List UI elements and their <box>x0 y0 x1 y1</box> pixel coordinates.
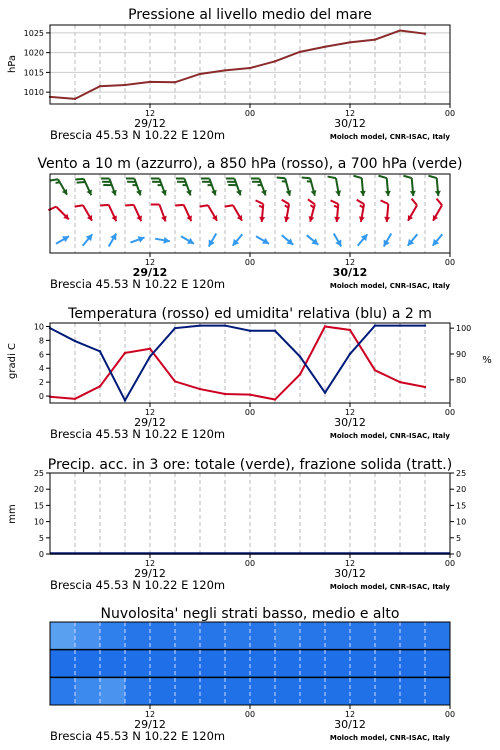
wind-barb-feather <box>403 176 411 178</box>
wind-barb-feather <box>437 199 442 206</box>
precip-y-tick-label-left: 25 <box>33 469 44 478</box>
cloud-x-tick-label: 12 <box>344 710 356 719</box>
temperature-y-tick-label: 10 <box>33 322 44 332</box>
cloud-cell-medio <box>375 650 401 678</box>
wind-barb-10m <box>209 234 217 247</box>
wind-panel <box>37 156 462 291</box>
humidity-point <box>74 340 76 342</box>
wind-barb-10m <box>155 237 170 244</box>
humidity-point <box>299 355 301 357</box>
wind-barb-850hpa <box>151 204 167 221</box>
cloud-cell-basso <box>200 677 226 705</box>
wind-barb-700hpa <box>302 177 317 195</box>
temperature-y-tick-label: 2 <box>38 378 44 388</box>
cloud-date-label: 29/12 <box>134 718 166 731</box>
pressure-point <box>174 81 176 83</box>
wind-title: Vento a 10 m (azzurro), a 850 hPa (rosso), a 700 hPa (verde) <box>37 156 463 172</box>
wind-barb-10m <box>384 234 392 247</box>
cloud-cell-alto <box>300 622 326 650</box>
temperature-point <box>174 380 176 382</box>
cloud-cell-medio <box>275 650 301 678</box>
pressure-x-tick-label: 12 <box>344 109 356 118</box>
wind-barb-feather <box>328 177 336 179</box>
wind-barb-10m <box>109 234 117 247</box>
wind-barb-850hpa <box>200 205 218 221</box>
wind-date-label: 30/12 <box>332 266 368 279</box>
wind-barb-10m <box>233 234 243 245</box>
wind-x-tick-label: 12 <box>344 258 356 267</box>
cloud-cell-medio <box>175 650 201 678</box>
wind-barb-700hpa <box>353 176 365 196</box>
wind-barb-feather <box>357 200 364 204</box>
wind-barb-head <box>360 191 366 196</box>
wind-barb-10m <box>307 235 318 245</box>
precip-y-tick-label-right: 0 <box>456 550 462 559</box>
precip-y-tick-label-left: 20 <box>33 485 44 495</box>
cloud-cell-basso <box>375 677 401 705</box>
cloud-cell-alto <box>175 622 201 650</box>
wind-barb-700hpa <box>101 178 117 195</box>
temperature-y-tick-label: 0 <box>38 392 44 402</box>
temperature-point <box>249 393 251 395</box>
wind-barb-head <box>410 191 416 196</box>
wind-barb-10m <box>181 236 194 244</box>
wind-barb-feather <box>100 205 109 206</box>
cloud-cell-medio <box>50 650 76 678</box>
pressure-point <box>249 67 251 69</box>
wind-barb-half-feather <box>310 205 313 207</box>
wind-barb-850hpa <box>408 199 417 221</box>
temperature-point <box>124 352 126 354</box>
pressure-y-tick-label: 1020 <box>23 48 44 58</box>
precip-y-tick-label-left: 10 <box>33 517 44 527</box>
wind-barb-feather <box>282 200 289 204</box>
wind-barb-feather <box>75 179 84 180</box>
temperature-date-label: 29/12 <box>134 416 166 429</box>
wind-barb-700hpa <box>176 178 192 195</box>
humidity-point <box>349 353 351 355</box>
precip-y-tick-label-right: 10 <box>456 517 467 527</box>
cloud-cell-medio <box>75 650 101 678</box>
wind-barb-850hpa <box>75 205 93 221</box>
humidity-y-tick-label: 90 <box>456 349 467 359</box>
temperature-point <box>299 373 301 375</box>
wind-barb-700hpa <box>126 178 142 195</box>
pressure-point <box>124 84 126 86</box>
wind-barb-850hpa <box>48 207 69 220</box>
humidity-point <box>174 327 176 329</box>
pressure-point <box>199 73 201 75</box>
wind-barb-10m <box>130 236 144 243</box>
wind-barb-850hpa <box>331 200 341 222</box>
cloud-cell-basso <box>175 677 201 705</box>
wind-credit: Moloch model, CNR-ISAC, Italy <box>329 282 450 290</box>
pressure-x-tick-label: 00 <box>244 109 256 118</box>
precip-frame <box>50 473 450 554</box>
humidity-line <box>50 326 425 401</box>
precip-y-tick-label-right: 5 <box>456 533 462 543</box>
cloud-cell-medio <box>100 650 126 678</box>
cloud-cell-basso <box>50 677 76 705</box>
wind-barb-half-feather <box>56 182 60 183</box>
cloud-cell-medio <box>250 650 276 678</box>
temperature-ylabel: gradi C <box>7 343 18 379</box>
humidity-point <box>424 324 426 326</box>
wind-barb-feather <box>77 182 86 183</box>
cloud-cell-medio <box>350 650 376 678</box>
cloud-x-tick-label: 00 <box>244 710 256 719</box>
wind-barb-700hpa <box>50 179 68 195</box>
wind-barb-10m <box>433 234 443 245</box>
temperature-point <box>74 398 76 400</box>
temperature-x-tick-label: 12 <box>344 408 356 417</box>
temperature-point <box>224 393 226 395</box>
wind-barb-feather <box>125 205 134 206</box>
temperature-x-tick-label: 12 <box>144 408 156 417</box>
cloud-cell-alto <box>400 622 426 650</box>
cloud-cell-alto <box>50 622 76 650</box>
wind-x-tick-label: 12 <box>144 258 156 267</box>
pressure-panel <box>7 7 455 142</box>
cloud-cell-medio <box>225 650 251 678</box>
wind-barb-700hpa <box>378 176 390 196</box>
wind-barb-head <box>384 217 390 222</box>
wind-barb-850hpa <box>308 199 315 221</box>
pressure-point <box>274 60 276 62</box>
cloud-cell-medio <box>125 650 151 678</box>
pressure-x-tick-label: 12 <box>144 109 156 118</box>
wind-barb-850hpa <box>125 205 142 221</box>
wind-barb-feather <box>277 177 286 178</box>
precip-panel <box>7 457 466 592</box>
wind-location: Brescia 45.53 N 10.22 E 120m <box>50 277 226 291</box>
pressure-date-label: 30/12 <box>334 117 366 130</box>
wind-barb-feather <box>302 177 311 178</box>
cloud-cell-alto <box>425 622 451 650</box>
temperature-x-tick-label: 00 <box>444 408 456 417</box>
humidity-point <box>324 391 326 393</box>
cloud-cell-alto <box>75 622 101 650</box>
wind-barb-feather <box>256 200 264 204</box>
wind-barb-10m <box>334 234 342 247</box>
humidity-point <box>124 399 126 401</box>
temperature-point <box>424 386 426 388</box>
temperature-point <box>324 325 326 327</box>
humidity-point <box>374 324 376 326</box>
pressure-ylabel: hPa <box>7 54 18 74</box>
precip-y-tick-label-right: 20 <box>456 485 467 495</box>
cloud-cell-medio <box>325 650 351 678</box>
pressure-date-label: 29/12 <box>134 117 166 130</box>
precip-date-label: 30/12 <box>334 567 366 580</box>
wind-barb-700hpa <box>403 176 415 196</box>
wind-barb-feather <box>308 199 315 204</box>
cloud-credit: Moloch model, CNR-ISAC, Italy <box>329 734 450 742</box>
wind-x-tick-label: 00 <box>444 258 456 267</box>
pressure-y-tick-label: 1025 <box>23 28 44 38</box>
cloud-cell-alto <box>375 622 401 650</box>
temperature-panel <box>7 306 492 441</box>
pressure-title: Pressione al livello medio del mare <box>128 7 372 23</box>
wind-barb-10m <box>256 236 269 244</box>
wind-barb-700hpa <box>226 178 242 195</box>
pressure-point <box>224 69 226 71</box>
wind-barb-700hpa <box>201 178 217 195</box>
wind-barb-850hpa <box>225 205 243 221</box>
wind-barb-850hpa <box>381 200 391 222</box>
humidity-point <box>149 355 151 357</box>
cloud-cell-basso <box>125 677 151 705</box>
wind-barb-feather <box>381 200 389 204</box>
pressure-x-tick-label: 00 <box>444 109 456 118</box>
temperature-point <box>374 369 376 371</box>
temperature-point <box>199 388 201 390</box>
cloud-cell-medio <box>150 650 176 678</box>
precip-y-tick-label-left: 15 <box>33 501 44 511</box>
pressure-line <box>50 31 425 99</box>
cloud-cell-basso <box>275 677 301 705</box>
wind-barb-feather <box>175 205 184 206</box>
wind-barb-feather <box>353 176 361 178</box>
wind-date-label: 29/12 <box>132 266 168 279</box>
temperature-credit: Moloch model, CNR-ISAC, Italy <box>329 432 450 440</box>
wind-barb-10m <box>358 234 368 245</box>
pressure-point <box>74 98 76 100</box>
cloud-cell-basso <box>100 677 126 705</box>
wind-barb-feather <box>200 205 208 206</box>
temperature-point <box>149 348 151 350</box>
wind-barb-850hpa <box>256 200 266 222</box>
wind-barb-700hpa <box>251 178 267 195</box>
cloud-cell-alto <box>200 622 226 650</box>
temperature-y-tick-label: 8 <box>38 336 44 346</box>
wind-barb-700hpa <box>75 179 92 195</box>
humidity-y-tick-label: 80 <box>456 375 467 385</box>
precip-credit: Moloch model, CNR-ISAC, Italy <box>329 583 450 591</box>
pressure-point <box>149 81 151 83</box>
wind-barb-850hpa <box>175 205 192 221</box>
precip-location: Brescia 45.53 N 10.22 E 120m <box>50 578 226 592</box>
cloud-cell-basso <box>225 677 251 705</box>
temperature-point <box>349 329 351 331</box>
cloud-cell-medio <box>200 650 226 678</box>
pressure-location: Brescia 45.53 N 10.22 E 120m <box>50 128 226 142</box>
wind-barb-10m <box>56 236 69 244</box>
wind-barb-head <box>435 191 441 196</box>
precip-y-tick-label-right: 15 <box>456 501 467 511</box>
pressure-point <box>399 29 401 31</box>
precip-y-tick-label-left: 0 <box>38 550 44 559</box>
temperature-date-label: 30/12 <box>334 416 366 429</box>
wind-barb-700hpa <box>151 178 167 195</box>
humidity-point <box>224 324 226 326</box>
cloud-cell-basso <box>400 677 426 705</box>
cloud-cell-alto <box>125 622 151 650</box>
wind-barb-850hpa <box>433 199 442 221</box>
temperature-y-tick-label: 4 <box>38 364 44 374</box>
pressure-point <box>99 85 101 87</box>
cloud-cell-alto <box>250 622 276 650</box>
cloud-cell-medio <box>400 650 426 678</box>
cloud-cell-medio <box>300 650 326 678</box>
precip-date-label: 29/12 <box>134 567 166 580</box>
temperature-point <box>399 381 401 383</box>
wind-barb-head <box>334 217 340 222</box>
precip-y-tick-label-right: 25 <box>456 469 467 478</box>
pressure-point <box>299 51 301 53</box>
wind-barb-feather <box>331 200 339 204</box>
cloud-cell-basso <box>250 677 276 705</box>
wind-barb-feather <box>225 205 233 206</box>
temperature-title: Temperatura (rosso) ed umidita' relativa (blu) a 2 m <box>68 306 432 322</box>
temperature-x-tick-label: 00 <box>244 408 256 417</box>
cloud-date-label: 30/12 <box>334 718 366 731</box>
wind-barb-10m <box>408 234 418 245</box>
cloud-x-tick-label: 12 <box>144 710 156 719</box>
wind-barb-700hpa <box>328 177 342 196</box>
cloud-cell-basso <box>150 677 176 705</box>
temperature-y-tick-label: 6 <box>38 350 44 360</box>
pressure-point <box>349 41 351 43</box>
pressure-y-tick-label: 1015 <box>23 68 44 78</box>
cloud-location: Brescia 45.53 N 10.22 E 120m <box>50 729 226 743</box>
humidity-y-tick-label: 100 <box>456 324 472 334</box>
wind-barb-10m <box>282 235 293 245</box>
cloud-cell-basso <box>325 677 351 705</box>
temperature-frame <box>50 323 450 403</box>
pressure-point <box>374 38 376 40</box>
humidity-point <box>274 330 276 332</box>
cloud-cell-alto <box>225 622 251 650</box>
humidity-point <box>199 324 201 326</box>
precip-title: Precip. acc. in 3 ore: totale (verde), frazione solida (tratt.) <box>47 457 453 473</box>
precip-x-tick-label: 12 <box>144 559 156 568</box>
wind-barb-head <box>385 191 391 196</box>
wind-x-tick-label: 00 <box>244 258 256 267</box>
cloud-cell-alto <box>150 622 176 650</box>
wind-barb-head <box>259 217 265 222</box>
wind-barb-feather <box>75 205 83 206</box>
cloud-x-tick-label: 00 <box>444 710 456 719</box>
wind-barb-850hpa <box>100 205 117 221</box>
humidity-point <box>99 350 101 352</box>
wind-barb-700hpa <box>428 176 440 196</box>
precip-y-tick-label-left: 5 <box>38 533 44 543</box>
wind-barb-feather <box>378 176 386 178</box>
cloud-cell-basso <box>300 677 326 705</box>
wind-barb-700hpa <box>277 177 292 195</box>
precip-ylabel: mm <box>7 504 18 524</box>
wind-barb-feather <box>412 199 417 206</box>
temperature-point <box>274 398 276 400</box>
pressure-point <box>424 32 426 34</box>
wind-barb-850hpa <box>282 200 290 222</box>
cloud-cell-alto <box>325 622 351 650</box>
pressure-point <box>324 46 326 48</box>
pressure-y-tick-label: 1010 <box>23 88 44 98</box>
cloud-panel <box>50 606 455 743</box>
humidity-ylabel: % <box>482 355 492 366</box>
cloud-cell-medio <box>425 650 451 678</box>
precip-x-tick-label: 12 <box>344 559 356 568</box>
cloud-cell-basso <box>425 677 451 705</box>
pressure-credit: Moloch model, CNR-ISAC, Italy <box>329 133 450 141</box>
cloud-cell-basso <box>75 677 101 705</box>
cloud-cell-alto <box>100 622 126 650</box>
humidity-point <box>249 330 251 332</box>
cloud-cell-alto <box>275 622 301 650</box>
precip-x-tick-label: 00 <box>444 559 456 568</box>
humidity-point <box>399 324 401 326</box>
cloud-title: Nuvolosita' negli strati basso, medio e alto <box>100 606 400 622</box>
cloud-cell-basso <box>350 677 376 705</box>
cloud-cell-alto <box>350 622 376 650</box>
temperature-location: Brescia 45.53 N 10.22 E 120m <box>50 427 226 441</box>
temperature-point <box>99 385 101 387</box>
wind-barb-850hpa <box>357 200 365 222</box>
wind-barb-feather <box>50 179 58 180</box>
wind-barb-feather <box>428 176 436 178</box>
precip-x-tick-label: 00 <box>244 559 256 568</box>
wind-barb-10m <box>83 234 93 245</box>
